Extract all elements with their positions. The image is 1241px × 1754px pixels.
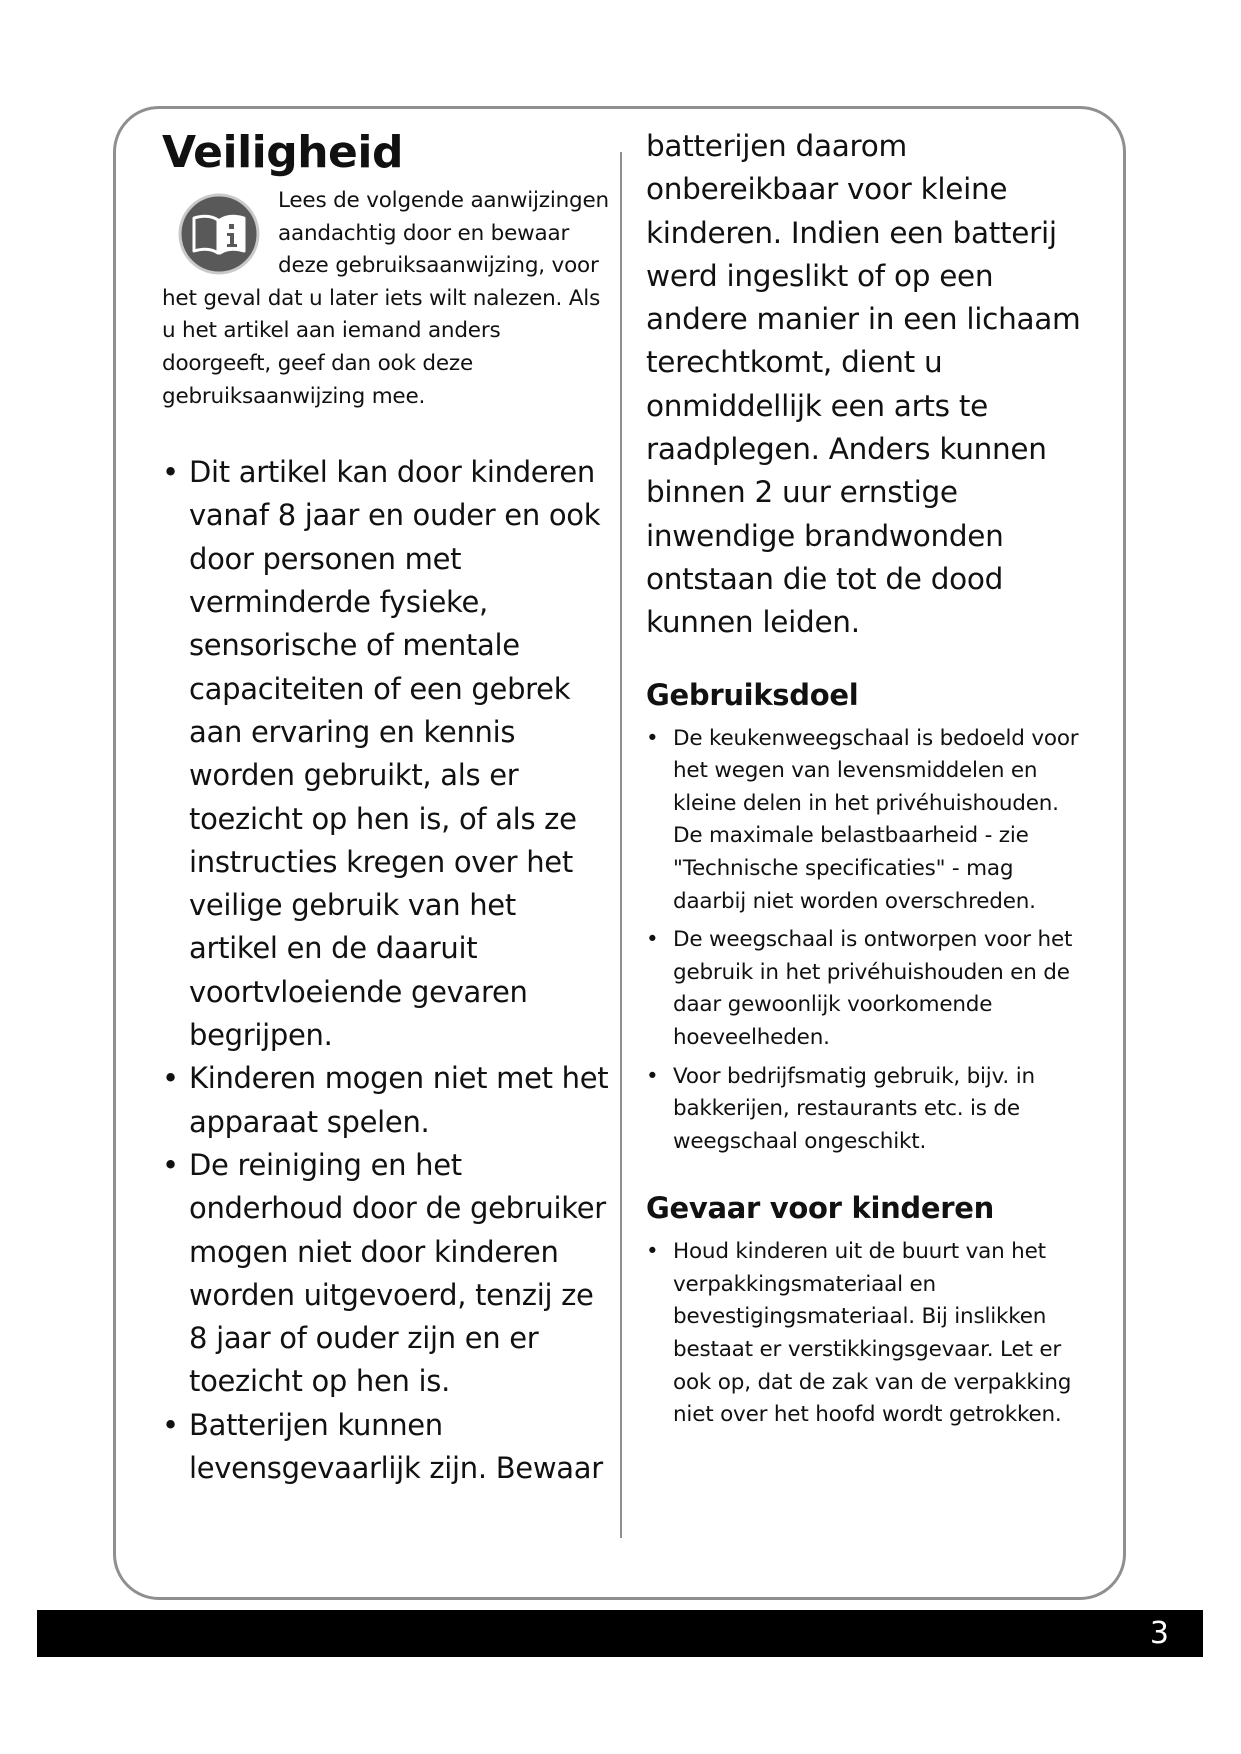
bullet-text: De keukenweegschaal is bedoeld voor het wegen van levensmiddelen en kleine delen in het privéhuishouden. De maximale belastbaarheid - zie "Technische specificaties" - mag daarbij niet worden overschreden. [673,725,1079,914]
list-item [646,1236,1086,1432]
list-item [162,1057,612,1144]
list-item [162,451,612,1057]
safety-bullet-list [162,451,612,1490]
bullet-dot: • [646,725,659,751]
bullet-dot: • [162,1061,179,1096]
section-heading-gevaar-voor-kinderen: Gevaar voor kinderen [646,1191,994,1226]
bullet-text: De reiniging en het onderhoud door de gebruiker mogen niet door kinderen worden uitgevoerd, tenzij ze 8 jaar of ouder zijn en er toezicht op hen is. [189,1147,606,1399]
bullet-dot: • [646,927,659,953]
list-item [162,1404,612,1491]
list-item [646,924,1086,1054]
list-item [646,1061,1086,1159]
section-heading-gebruiksdoel: Gebruiksdoel [646,677,859,712]
bullet-dot: • [646,1063,659,1089]
bullet-text: De weegschaal is ontworpen voor het gebruik in het privéhuishouden en de daar gewoonlijk voorkomende hoeveelheden. [673,927,1073,1050]
list-item [646,723,1086,919]
intro-block [162,185,612,413]
page-number: 3 [1149,1616,1169,1651]
bullet-text: Batterijen kunnen levensgevaarlijk zijn. Bewaar [189,1407,603,1485]
bullet-dot: • [162,455,179,490]
intended-use-list [646,723,1086,1159]
bullet-dot: • [162,1407,179,1442]
bullet-text: Kinderen mogen niet met het apparaat spelen. [189,1061,609,1139]
page-title: Veiligheid [162,127,403,178]
bullet-text: Dit artikel kan door kinderen vanaf 8 jaar en ouder en ook door personen met verminderde fysieke, sensorische of mentale capaciteiten of een gebrek aan ervaring en kennis worden gebruikt, als er toezicht op hen is, of als ze instructies kregen over het veilige gebruik van het artikel en de daaruit voortvloeiende gevaren begrijpen. [189,455,601,1053]
bullet-dot: • [646,1239,659,1265]
left-column [162,125,612,1490]
list-item [162,1144,612,1404]
bullet-text: Houd kinderen uit de buurt van het verpakkingsmateriaal en bevestigingsmateriaal. Bij inslikken bestaat er verstikkingsgevaar. Let er ook op, dat de zak van de verpakking niet over het hoofd wordt getrokken. [673,1239,1072,1428]
battery-warning-continuation: batterijen daarom onbereikbaar voor kleine kinderen. Indien een batterij werd ingeslikt of op een andere manier in een lichaam terechtkomt, dient u onmiddellijk een arts te raadplegen. Anders kunnen binnen 2 uur ernstige inwendige brandwonden ontstaan die tot de dood kunnen leiden. [646,129,1081,640]
info-book-icon [178,193,260,275]
intro-text: Lees de volgende aanwijzingen aandachtig door en bewaar deze gebruiksaanwijzing, voor het geval dat u later iets wilt nalezen. Als u het artikel aan iemand anders doorgeeft, geef dan ook deze gebruiksaanwijzing mee. [162,188,609,409]
bullet-dot: • [162,1147,179,1182]
right-column [646,125,1086,1438]
footer-bar [37,1610,1203,1657]
child-hazard-list [646,1236,1086,1432]
bullet-text: Voor bedrijfsmatig gebruik, bijv. in bakkerijen, restaurants etc. is de weegschaal ongeschikt. [673,1063,1035,1154]
